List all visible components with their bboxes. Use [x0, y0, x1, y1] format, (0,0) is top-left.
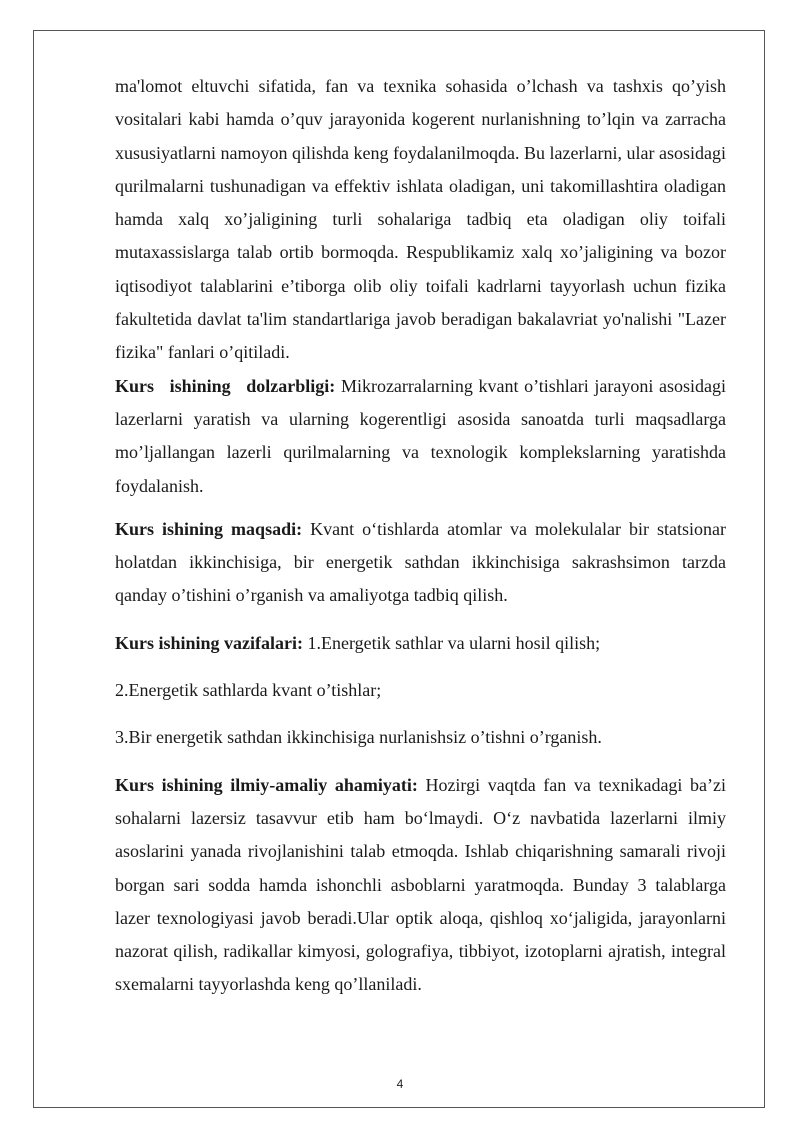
significance-paragraph	[115, 769, 726, 1002]
relevance-text: Mikrozarralarning kvant o’tishlari jarayoni asosidagi lazerlarni yaratish va ularning kogerentligi asosida sanoatda turli maqsadlarga mo’ljallangan lazerli qurilmalarning va texnologik komplekslarning yaratishda foydalanish.	[115, 375, 727, 496]
tasks-heading: Kurs ishining vazifalari:	[115, 632, 304, 653]
relevance-heading: Kurs ishining dolzarbligi:	[115, 375, 336, 396]
significance-text: Hozirgi vaqtda fan va texnikadagi ba’zi sohalarni lazersiz tasavvur etib ham bo‘lmaydi. O‘z navbatida lazerlarni ilmiy asoslarini yanada rivojlanishini talab etmoqda. Ishlab chiqarishning samarali rivoji borgan sari sodda hamda ishonchli asboblarni yaratmoqda. Bunday 3 talablarga lazer texnologiyasi javob beradi.Ular optik aloqa, qishloq xo‘jaligida, jarayonlarni nazorat qilish, radikallar kimyosi, golografiya, tibbiyot, izotoplarni ajratish, integral sxemalarni tayyorlashda keng qo’llaniladi.	[115, 774, 727, 995]
task-item-2: 2.Energetik sathlarda kvant o’tishlar;	[115, 680, 382, 701]
goal-text: Kvant o‘tishlarda atomlar va molekulalar bir statsionar holatdan ikkinchisiga, bir energetik sathdan ikkinchisiga sakrashsimon tarzda qanday o’tishini o’rganish va amaliyotga tadbiq qilish.	[115, 518, 727, 606]
task-item-1: 1.Energetik sathlar va ularni hosil qilish;	[303, 632, 601, 653]
page-content	[115, 70, 726, 1002]
tasks-paragraph	[115, 627, 726, 660]
task-item-3: 3.Bir energetik sathdan ikkinchisiga nurlanishsiz o’tishni o’rganish.	[115, 727, 602, 748]
goal-paragraph	[115, 513, 726, 613]
significance-heading: Kurs ishining ilmiy-amaliy ahamiyati:	[115, 774, 418, 795]
goal-heading: Kurs ishining maqsadi:	[115, 518, 303, 539]
page-number: 4	[396, 1077, 404, 1091]
intro-paragraph: ma'lomot eltuvchi sifatida, fan va texnika sohasida o’lchash va tashxis qo’yish vositalari kabi hamda o’quv jarayonida kogerent nurlanishning to’lqin va zarracha xususiyatlarni namoyon qilishda keng foydalanilmoqda. Bu lazerlarni, ular asosidagi qurilmalarni tushunadigan va effektiv ishlata oladigan, uni takomillashtira oladigan hamda xalq xo’jaligining turli sohalariga tadbiq eta oladigan oliy toifali mutaxassislarga talab ortib bormoqda. Respublikamiz xalq xo’jaligining va bozor iqtisodiyot talablarini e’tiborga olib oliy toifali kadrlarni tayyorlash uchun fizika fakultetida davlat ta'lim standartlariga javob beradigan bakalavriat yo'nalishi "Lazer fizika" fanlari o’qitiladi.	[115, 76, 726, 363]
relevance-paragraph	[115, 370, 726, 503]
